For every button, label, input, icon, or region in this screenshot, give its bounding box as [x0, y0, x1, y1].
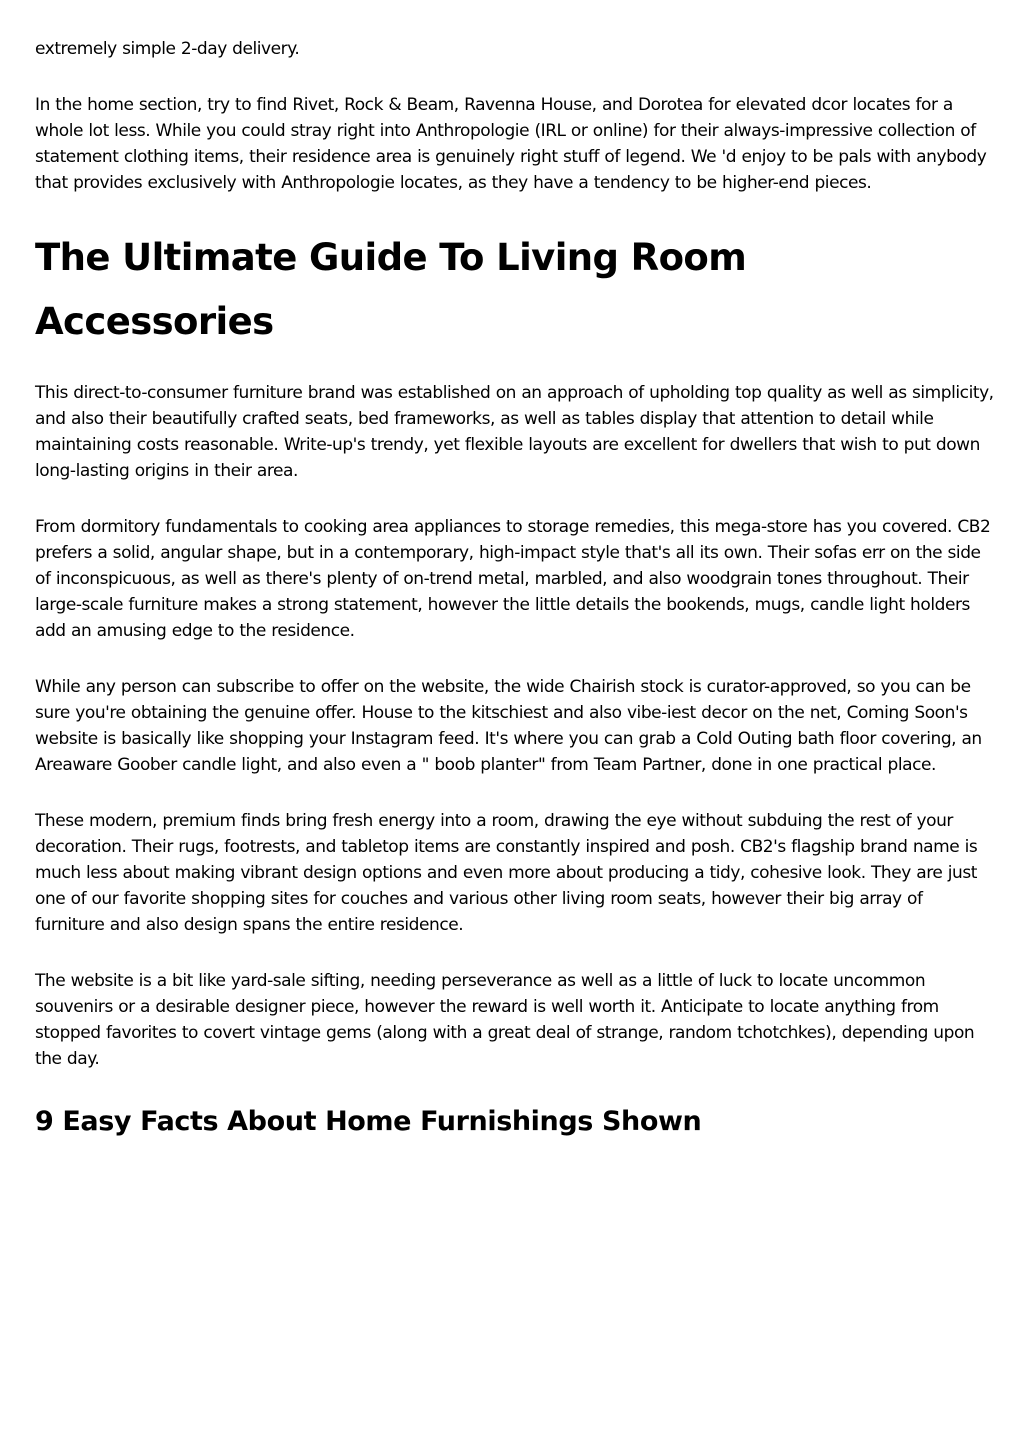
intro-fragment-paragraph: extremely simple 2-day delivery.: [35, 39, 300, 59]
article-paragraph: The website is a bit like yard-sale sifting, needing perseverance as well as a little of luck to locate uncommon souvenirs or a desirable designer piece, however the reward is well worth it. Anticipate to locate anything from stopped favorites to covert vintage gems (along with a great deal of strange, random tchotchkes), depending upon the day.: [35, 971, 975, 1069]
article-page: [35, 36, 995, 1142]
article-paragraph: This direct-to-consumer furniture brand was established on an approach of upholding top quality as well as simplicity, and also their beautifully crafted seats, bed frameworks, as well as tables display that attention to detail while maintaining costs reasonable. Write-up's trendy, yet flexible layouts are excellent for dwellers that wish to put down long-lasting origins in their area.: [35, 383, 994, 481]
home-section-paragraph: In the home section, try to find Rivet, Rock & Beam, Ravenna House, and Dorotea for elevated dcor locates for a whole lot less. While you could stray right into Anthropologie (IRL or online) for their always-impressive collection of statement clothing items, their residence area is genuinely right stuff of legend. We 'd enjoy to be pals with anybody that provides exclusively with Anthropologie locates, as they have a tendency to be higher-end pieces.: [35, 95, 987, 193]
article-paragraph: From dormitory fundamentals to cooking area appliances to storage remedies, this mega-store has you covered. CB2 prefers a solid, angular shape, but in a contemporary, high-impact style that's all its own. Their sofas err on the side of inconspicuous, as well as there's plenty of on-trend metal, marbled, and also woodgrain tones throughout. Their large-scale furniture makes a strong statement, however the little details the bookends, mugs, candle light holders add an amusing edge to the residence.: [35, 517, 991, 641]
main-heading: The Ultimate Guide To Living Room Accessories: [35, 236, 747, 343]
article-paragraph: These modern, premium finds bring fresh energy into a room, drawing the eye without subduing the rest of your decoration. Their rugs, footrests, and tabletop items are constantly inspired and posh. CB2's flagship brand name is much less about making vibrant design options and even more about producing a tidy, cohesive look. They are just one of our favorite shopping sites for couches and various other living room seats, however their big array of furniture and also design spans the entire residence.: [35, 811, 978, 935]
article-paragraph: While any person can subscribe to offer on the website, the wide Chairish stock is curator-approved, so you can be sure you're obtaining the genuine offer. House to the kitschiest and also vibe-iest decor on the net, Coming Soon's website is basically like shopping your Instagram feed. It's where you can grab a Cold Outing bath floor covering, an Areaware Goober candle light, and also even a " boob planter" from Team Partner, done in one practical place.: [35, 677, 982, 775]
sub-heading: 9 Easy Facts About Home Furnishings Shown: [35, 1106, 702, 1137]
